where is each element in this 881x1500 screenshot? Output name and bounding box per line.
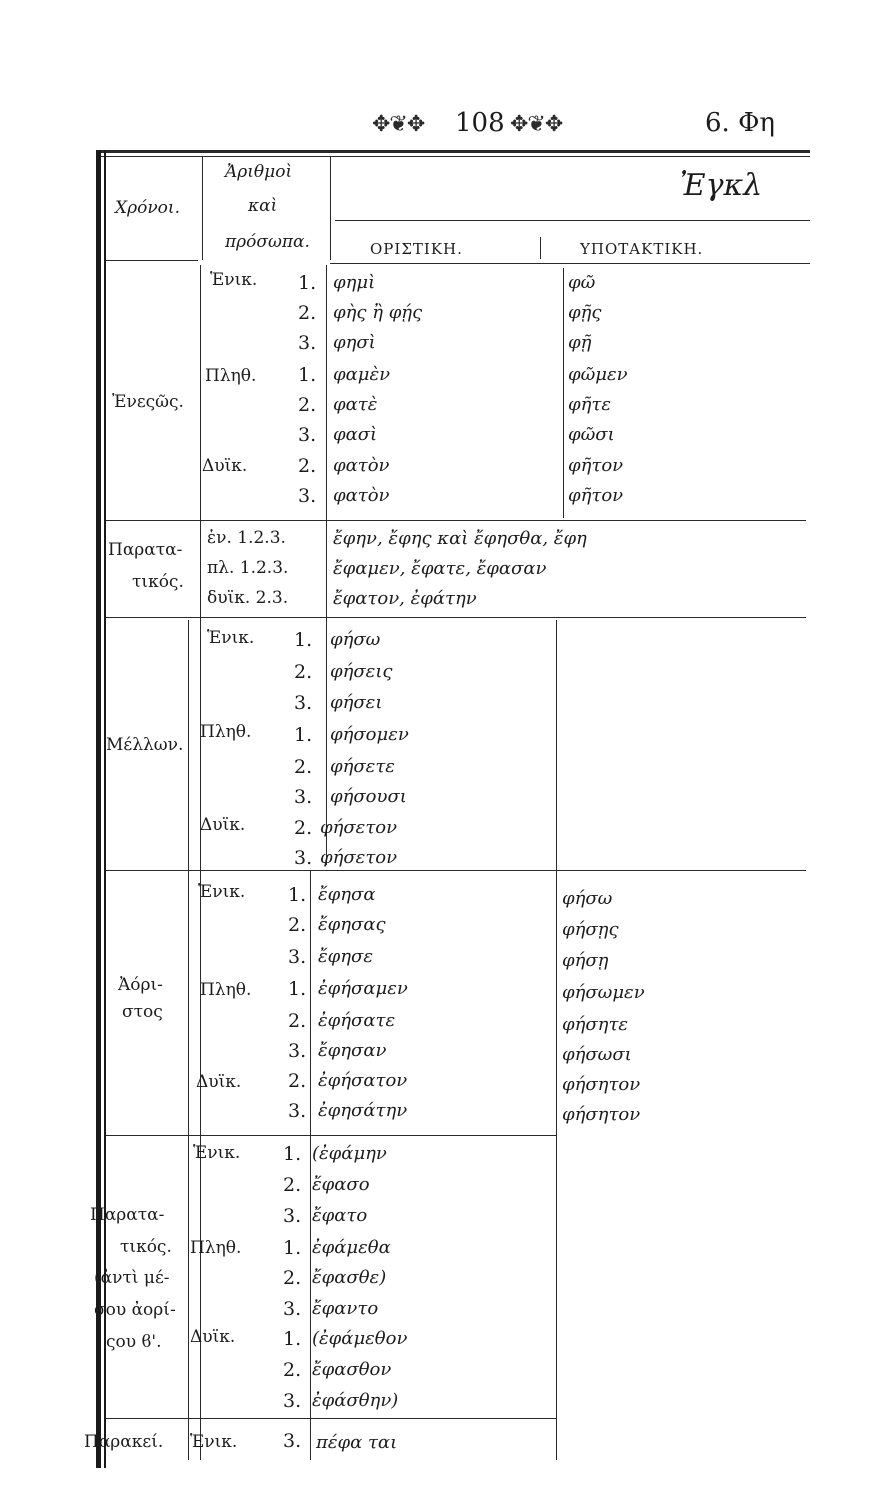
tense-perfect: Παρακεί. [84, 1432, 164, 1452]
rule-after-future [106, 870, 806, 871]
imperf-mid-person: 3. [283, 1390, 302, 1412]
imperf-mid-number-du: Δυϊκ. [190, 1327, 236, 1347]
imperfect-label: δυϊκ. 2.3. [207, 588, 289, 608]
imperf-mid-person: 1. [283, 1237, 302, 1259]
top-rule [98, 150, 810, 153]
mood-indicative-header: ΟΡΙΣΤΙΚΗ. [370, 240, 463, 258]
rule-after-imperf-mid [106, 1418, 556, 1419]
present-indicative-form: φασὶ [333, 424, 378, 445]
aorist-indicative-form: ἐφήσατε [318, 1010, 396, 1031]
present-number-pl: Πληθ. [205, 366, 257, 386]
present-indicative-form: φατὲ [333, 394, 378, 415]
future-indicative-form: φήσετον [320, 817, 398, 838]
present-subjunctive-form: φῇ [568, 332, 592, 353]
aorist-indicative-form: ἔφησαν [318, 1040, 387, 1061]
present-indicative-form: φατὸν [333, 455, 390, 476]
numbers-divider-b [188, 620, 189, 1460]
aorist-subjunctive-form: φήσητε [562, 1014, 629, 1035]
col-tense-header: Χρόνοι. [115, 198, 180, 218]
mood-divider-head [335, 220, 810, 221]
present-indicative-form: φαμὲν [333, 364, 391, 385]
present-subjunctive-form: φῆτον [568, 455, 624, 476]
imperf-mid-person: 3. [283, 1298, 302, 1320]
tense-present: Ἐνεςῶς. [112, 392, 184, 412]
aorist-number-pl: Πληθ. [200, 980, 252, 1000]
aorist-subjunctive-form: φήσητον [562, 1104, 641, 1125]
present-subjunctive-form: φῆτον [568, 485, 624, 506]
imperf-mid-form: ἔφαντο [312, 1298, 379, 1319]
perfect-number: Ἑνικ. [190, 1432, 238, 1452]
present-person: 3. [298, 424, 317, 446]
future-indicative-form: φήσετε [330, 756, 395, 777]
present-indicative-form: φὴς ἢ φῄς [333, 302, 423, 323]
future-indicative-form: φήσομεν [330, 724, 409, 745]
tense-imperf-mid: ςου ϐ'. [106, 1332, 162, 1352]
col-divider-1 [202, 157, 203, 260]
future-indicative-form: φήσουσι [330, 786, 407, 807]
ornament-right: ✥❦✥ [510, 112, 563, 137]
tense-rule-0 [106, 260, 198, 261]
future-number-sg: Ἑνικ. [207, 628, 255, 648]
present-number-du: Δυϊκ. [202, 456, 248, 476]
subj-divider-future [556, 620, 557, 1460]
imperf-mid-person: 1. [283, 1328, 302, 1350]
ornament-left: ✥❦✥ [372, 112, 425, 137]
tense-future: Μέλλων. [106, 735, 184, 755]
imperf-mid-form: ἔφασο [312, 1174, 370, 1195]
future-person: 3. [294, 692, 313, 714]
present-number-sg: Ἑνικ. [210, 270, 258, 290]
tense-imperfect-1: Παρατα- [108, 540, 183, 560]
aorist-person: 3. [288, 946, 307, 968]
imperf-mid-person: 2. [283, 1359, 302, 1381]
future-person: 3. [294, 786, 313, 808]
present-subjunctive-form: φῶσι [568, 424, 615, 445]
mood-subjunctive-header: ΥΠΟΤΑΚΤΙΚΗ. [580, 240, 704, 258]
present-person: 2. [298, 455, 317, 477]
future-person: 1. [294, 724, 313, 746]
aorist-subjunctive-form: φήσωσι [562, 1044, 632, 1065]
aorist-indicative-form: ἔφησας [318, 914, 386, 935]
present-subjunctive-form: φῶμεν [568, 364, 628, 385]
imperf-mid-form: (ἐφάμην [312, 1143, 387, 1164]
future-person: 1. [294, 629, 313, 651]
aorist-person: 2. [288, 1010, 307, 1032]
present-person: 2. [298, 302, 317, 324]
aorist-person: 3. [288, 1040, 307, 1062]
aorist-person: 2. [288, 1070, 307, 1092]
col-divider-2 [330, 157, 331, 260]
subj-divider-present [563, 268, 564, 518]
tense-imperf-mid: Παρατα- [90, 1205, 165, 1225]
aorist-number-sg: Ἑνικ. [198, 882, 246, 902]
present-person: 3. [298, 332, 317, 354]
future-person: 3. [294, 847, 313, 869]
present-person: 3. [298, 485, 317, 507]
future-person: 2. [294, 756, 313, 778]
imperf-mid-form: ἔφασθε) [312, 1267, 387, 1288]
running-head: 6. Φη [705, 108, 775, 138]
future-person: 2. [294, 817, 313, 839]
perfect-person: 3. [283, 1430, 302, 1452]
imperf-mid-form: ἔφατο [312, 1205, 368, 1226]
future-indicative-form: φήσει [330, 692, 383, 713]
col-person-header-3: πρόσωπα. [225, 232, 310, 252]
imperf-mid-form: ἐφάμεθα [312, 1237, 391, 1258]
imperfect-form: ἔφατον, ἐφάτην [333, 588, 477, 609]
rule-after-present [106, 520, 806, 521]
subj-divider-head [540, 237, 541, 259]
tense-imperfect-2: τικός. [132, 572, 184, 592]
page-number: 108 [455, 108, 505, 138]
aorist-subjunctive-form: φήσωμεν [562, 982, 645, 1003]
aorist-indicative-form: ἐφήσαμεν [318, 978, 408, 999]
aorist-indicative-form: ἐφησάτην [318, 1100, 408, 1121]
numbers-divider [200, 265, 201, 1460]
tense-imperf-mid: (ἀντὶ μέ- [94, 1268, 170, 1288]
forms-divider-b [310, 870, 311, 1460]
mood-title: Ἐγκλ [680, 168, 763, 203]
aorist-subjunctive-form: φήσῃς [562, 919, 619, 940]
aorist-subjunctive-form: φήσῃ [562, 950, 609, 971]
imperf-mid-form: ἐφάσθην) [312, 1390, 399, 1411]
future-indicative-form: φήσεις [330, 661, 393, 682]
future-number-pl: Πληθ. [200, 722, 252, 742]
present-subjunctive-form: φῇς [568, 302, 602, 323]
future-indicative-form: φήσω [330, 629, 381, 650]
present-indicative-form: φατὸν [333, 485, 390, 506]
aorist-subjunctive-form: φήσητον [562, 1074, 641, 1095]
imperf-mid-person: 2. [283, 1267, 302, 1289]
imperfect-label: ἑν. 1.2.3. [207, 528, 286, 548]
imperf-mid-person: 1. [283, 1143, 302, 1165]
tense-aorist-2: στος [122, 1002, 163, 1022]
imperf-mid-form: (ἐφάμεθον [312, 1328, 408, 1349]
aorist-subjunctive-form: φήσω [562, 888, 613, 909]
imperfect-label: πλ. 1.2.3. [207, 558, 289, 578]
tense-aorist-1: Ἀόρι- [118, 975, 163, 995]
aorist-person: 3. [288, 1100, 307, 1122]
aorist-person: 2. [288, 914, 307, 936]
imperf-mid-person: 3. [283, 1205, 302, 1227]
future-indicative-form: φήσετον [320, 847, 398, 868]
present-subjunctive-form: φῆτε [568, 394, 612, 415]
future-person: 2. [294, 661, 313, 683]
aorist-person: 1. [288, 978, 307, 1000]
forms-divider [326, 265, 327, 865]
header-bottom-rule [330, 263, 810, 264]
top-rule-thin [98, 156, 810, 157]
imperfect-form: ἔφην, ἔφης καὶ ἔφησθα, ἔφη [333, 528, 587, 549]
future-number-du: Δυϊκ. [200, 815, 246, 835]
col-person-header-1: Ἀριθμοὶ [225, 162, 293, 182]
present-person: 1. [298, 272, 317, 294]
aorist-indicative-form: ἐφήσατον [318, 1070, 408, 1091]
perfect-form: πέφα ται [316, 1432, 398, 1453]
present-indicative-form: φημὶ [333, 272, 376, 293]
imperf-mid-form: ἔφασθον [312, 1359, 392, 1380]
imperf-mid-number-sg: Ἑνικ. [193, 1143, 241, 1163]
aorist-person: 1. [288, 884, 307, 906]
rule-after-imperfect [106, 617, 806, 618]
col-person-header-2: καὶ [248, 196, 278, 216]
present-person: 1. [298, 364, 317, 386]
present-subjunctive-form: φῶ [568, 272, 596, 293]
aorist-number-du: Δυϊκ. [196, 1072, 242, 1092]
present-indicative-form: φησὶ [333, 332, 376, 353]
imperfect-form: ἔφαμεν, ἔφατε, ἔφασαν [333, 558, 547, 579]
aorist-indicative-form: ἔφησα [318, 884, 376, 905]
imperf-mid-number-pl: Πληθ. [190, 1238, 242, 1258]
tense-imperf-mid: σου ἀορί- [94, 1300, 176, 1320]
aorist-indicative-form: ἔφησε [318, 946, 373, 967]
tense-imperf-mid: τικός. [120, 1237, 172, 1257]
present-person: 2. [298, 394, 317, 416]
imperf-mid-person: 2. [283, 1174, 302, 1196]
rule-after-aorist [106, 1135, 556, 1136]
